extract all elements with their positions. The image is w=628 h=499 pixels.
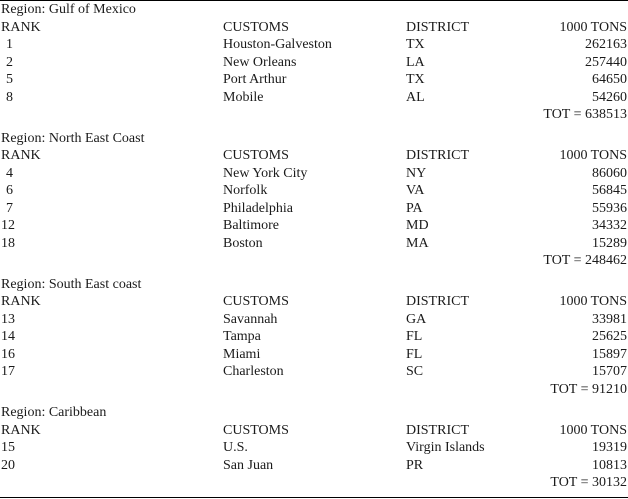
district-cell: GA	[406, 311, 427, 327]
table-row	[0, 235, 628, 253]
customs-cell: U.S.	[223, 440, 248, 455]
total-row	[0, 252, 628, 270]
district-cell: FL	[406, 346, 423, 362]
district-cell: PR	[406, 457, 424, 473]
customs-cell: Port Arthur	[223, 72, 287, 87]
region-total: TOT = 91210	[550, 381, 627, 397]
district-cell: FL	[406, 329, 423, 344]
district-header: DISTRICT	[406, 19, 469, 35]
customs-cell: Philadelphia	[223, 200, 293, 216]
table-row	[0, 182, 628, 200]
region-total: TOT = 30132	[550, 475, 627, 490]
district-header: DISTRICT	[406, 148, 469, 163]
tons-header: 1000 TONS	[559, 422, 627, 438]
tons-cell: 262163	[585, 37, 627, 52]
region-block-south-east-coast	[0, 276, 628, 399]
customs-cell: Norfolk	[223, 183, 268, 198]
tons-header: 1000 TONS	[559, 294, 627, 309]
table-row	[0, 200, 628, 218]
region-title: Region: Caribbean	[1, 405, 107, 420]
rank-cell: 13	[1, 311, 15, 327]
table-row	[0, 439, 628, 457]
customs-cell: Charleston	[223, 364, 284, 379]
rank-cell: 7	[6, 200, 13, 216]
district-cell: NY	[406, 165, 427, 181]
tons-cell: 15289	[592, 235, 627, 251]
tons-cell: 86060	[592, 165, 627, 181]
tons-cell: 257440	[585, 54, 627, 70]
district-cell: PA	[406, 200, 423, 216]
rank-header: RANK	[1, 148, 41, 163]
region-block-caribbean	[0, 404, 628, 492]
tons-cell: 15707	[592, 364, 627, 379]
tons-cell: 15897	[592, 346, 627, 362]
table-row	[0, 328, 628, 346]
column-header-row	[0, 422, 628, 440]
region-total: TOT = 638513	[543, 107, 627, 122]
customs-cell: Baltimore	[223, 218, 279, 233]
column-header-row	[0, 293, 628, 311]
district-cell: Virgin Islands	[406, 440, 485, 455]
region-block-gulf-of-mexico	[0, 1, 628, 124]
district-cell: SC	[406, 364, 424, 379]
rank-cell: 17	[1, 364, 15, 379]
bottom-rule	[0, 497, 628, 498]
rank-cell: 8	[6, 89, 13, 105]
tons-cell: 10813	[592, 457, 627, 473]
table-row	[0, 363, 628, 381]
tons-cell: 34332	[592, 218, 627, 233]
region-block-north-east-coast	[0, 130, 628, 270]
district-cell: TX	[406, 72, 425, 87]
tons-cell: 25625	[592, 329, 627, 344]
rank-cell: 15	[1, 440, 15, 455]
column-header-row	[0, 147, 628, 165]
rank-cell: 12	[1, 218, 15, 233]
district-header: DISTRICT	[406, 422, 469, 438]
rank-cell: 2	[6, 54, 13, 70]
rank-cell: 18	[1, 235, 15, 251]
tons-header: 1000 TONS	[559, 19, 627, 35]
tons-cell: 64650	[592, 72, 627, 87]
customs-header: CUSTOMS	[223, 148, 289, 163]
table-row	[0, 89, 628, 107]
customs-cell: San Juan	[223, 457, 274, 473]
customs-cell: Savannah	[223, 311, 278, 327]
rank-cell: 6	[6, 183, 13, 198]
total-row	[0, 474, 628, 492]
customs-header: CUSTOMS	[223, 422, 289, 438]
region-title: Region: South East coast	[1, 276, 142, 292]
region-total: TOT = 248462	[543, 253, 627, 268]
rank-cell: 14	[1, 329, 15, 344]
column-header-row	[0, 19, 628, 37]
region-title: Region: Gulf of Mexico	[1, 2, 136, 17]
rank-header: RANK	[1, 19, 41, 35]
customs-cell: Boston	[223, 235, 263, 251]
table-row	[0, 346, 628, 364]
tons-header: 1000 TONS	[559, 148, 627, 163]
customs-header: CUSTOMS	[223, 294, 289, 309]
district-cell: VA	[406, 183, 425, 198]
rank-cell: 5	[6, 72, 13, 87]
table-row	[0, 36, 628, 54]
district-cell: MA	[406, 235, 429, 251]
customs-cell: New Orleans	[223, 54, 297, 70]
district-cell: AL	[406, 89, 425, 105]
district-cell: MD	[406, 218, 429, 233]
table-row	[0, 165, 628, 183]
total-row	[0, 106, 628, 124]
tons-cell: 55936	[592, 200, 627, 216]
tons-cell: 33981	[592, 311, 627, 327]
region-table	[0, 1, 628, 498]
rank-cell: 1	[6, 37, 13, 52]
table-row	[0, 71, 628, 89]
district-header: DISTRICT	[406, 294, 469, 309]
district-cell: LA	[406, 54, 425, 70]
customs-cell: Mobile	[223, 89, 264, 105]
customs-header: CUSTOMS	[223, 19, 289, 35]
total-row	[0, 381, 628, 399]
customs-cell: New York City	[223, 165, 308, 181]
tons-cell: 56845	[592, 183, 627, 198]
table-row	[0, 457, 628, 475]
rank-header: RANK	[1, 422, 41, 438]
tons-cell: 19319	[592, 440, 627, 455]
tons-cell: 54260	[592, 89, 627, 105]
rank-cell: 20	[1, 457, 15, 473]
table-row	[0, 217, 628, 235]
rank-cell: 16	[1, 346, 15, 362]
customs-cell: Houston-Galveston	[223, 37, 332, 52]
customs-cell: Miami	[223, 346, 261, 362]
rank-cell: 4	[6, 165, 13, 181]
rank-header: RANK	[1, 294, 41, 309]
table-row	[0, 311, 628, 329]
customs-cell: Tampa	[223, 329, 261, 344]
table-row	[0, 54, 628, 72]
district-cell: TX	[406, 37, 425, 52]
region-title: Region: North East Coast	[1, 130, 145, 146]
